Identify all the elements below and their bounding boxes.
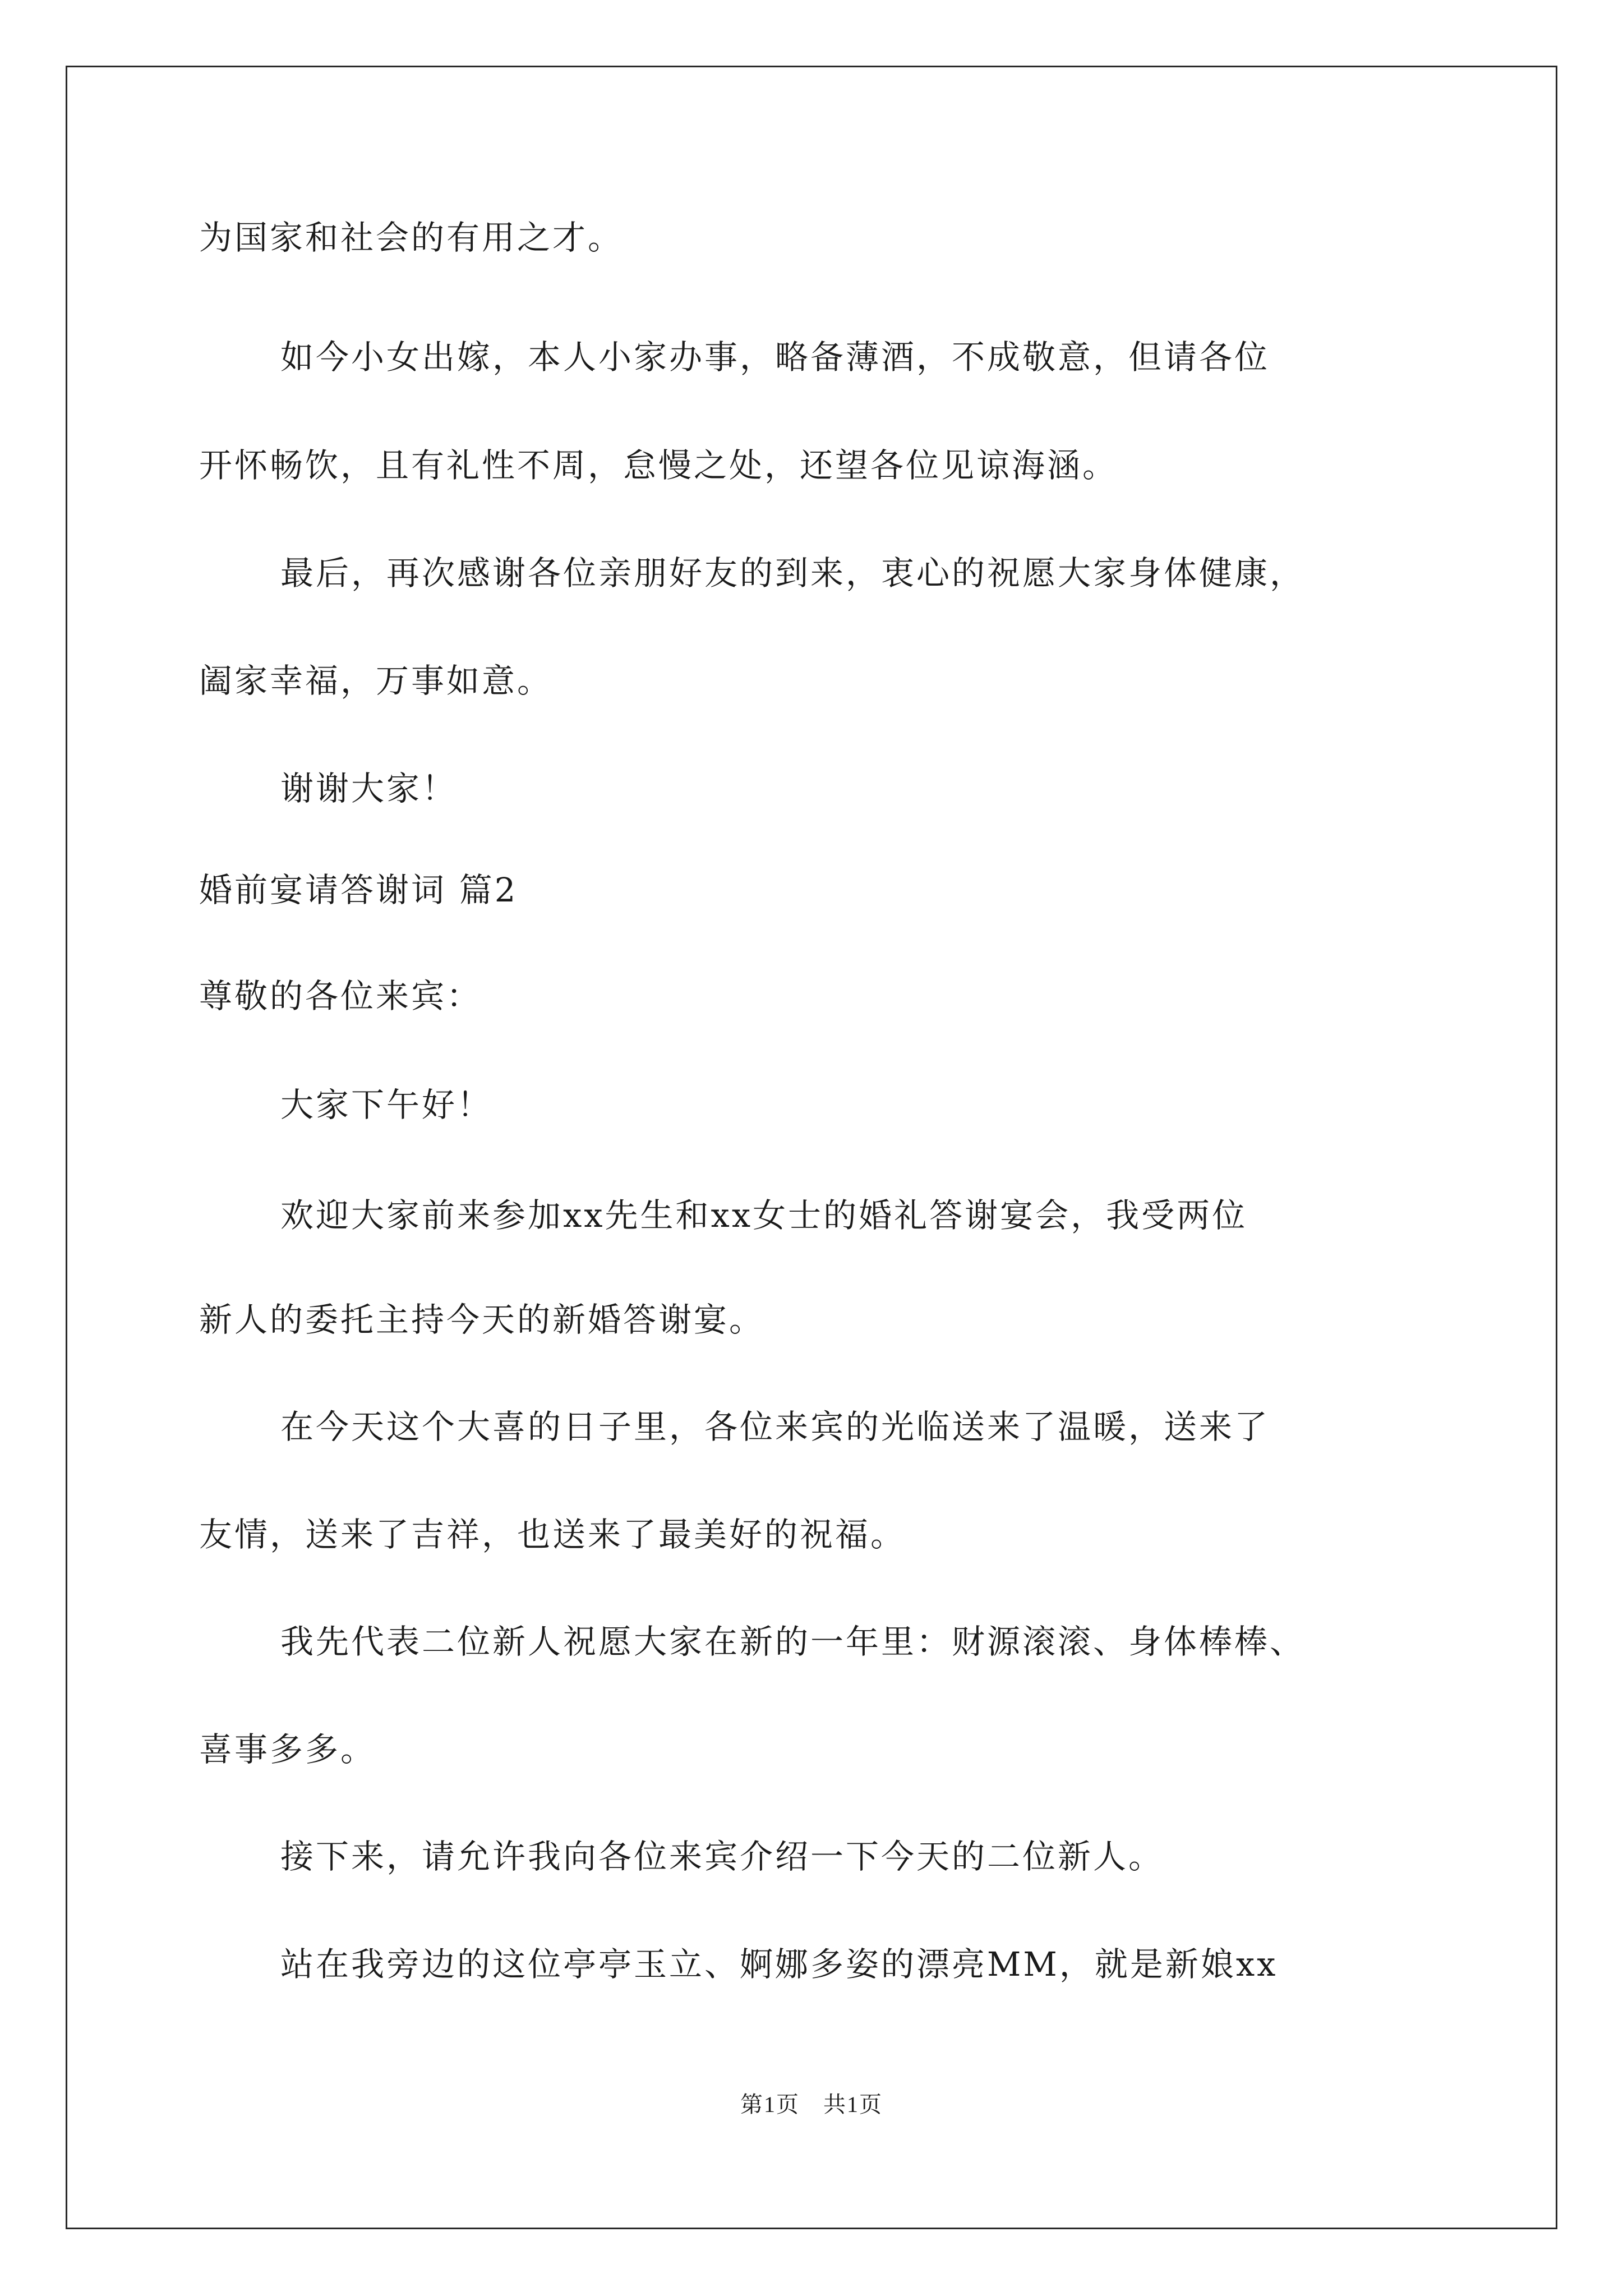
paragraph-line: 欢迎大家前来参加xx先生和xx女士的婚礼答谢宴会，我受两位 xyxy=(280,1196,1248,1235)
paragraph-line: 站在我旁边的这位亭亭玉立、婀娜多姿的漂亮MM，就是新娘xx xyxy=(280,1945,1278,1984)
paragraph-line: 最后，再次感谢各位亲朋好友的到来，衷心的祝愿大家身体健康， xyxy=(280,554,1306,592)
page-footer: 第1页 共1页 xyxy=(740,2092,883,2117)
paragraph-line: 开怀畅饮，且有礼性不周，怠慢之处，还望各位见谅海涵。 xyxy=(199,446,1118,485)
paragraph-line: 大家下午好！ xyxy=(280,1085,493,1124)
paragraph-line: 阖家幸福，万事如意。 xyxy=(199,661,553,700)
page-border xyxy=(66,66,1557,2229)
section-heading: 婚前宴请答谢词 篇2 xyxy=(199,871,518,909)
paragraph-line: 为国家和社会的有用之才。 xyxy=(199,218,624,257)
paragraph-line: 新人的委托主持今天的新婚答谢宴。 xyxy=(199,1300,765,1339)
paragraph-line: 喜事多多。 xyxy=(199,1730,376,1769)
paragraph-line: 如今小女出嫁，本人小家办事，略备薄酒，不成敬意，但请各位 xyxy=(280,338,1270,376)
paragraph-line: 我先代表二位新人祝愿大家在新的一年里：财源滚滚、身体棒棒、 xyxy=(280,1622,1306,1661)
paragraph-line: 谢谢大家！ xyxy=(280,769,458,808)
salutation: 尊敬的各位来宾： xyxy=(199,977,482,1015)
paragraph-line: 友情，送来了吉祥，也送来了最美好的祝福。 xyxy=(199,1515,906,1554)
paragraph-line: 接下来，请允许我向各位来宾介绍一下今天的二位新人。 xyxy=(280,1837,1164,1876)
paragraph-line: 在今天这个大喜的日子里，各位来宾的光临送来了温暖，送来了 xyxy=(280,1407,1270,1446)
